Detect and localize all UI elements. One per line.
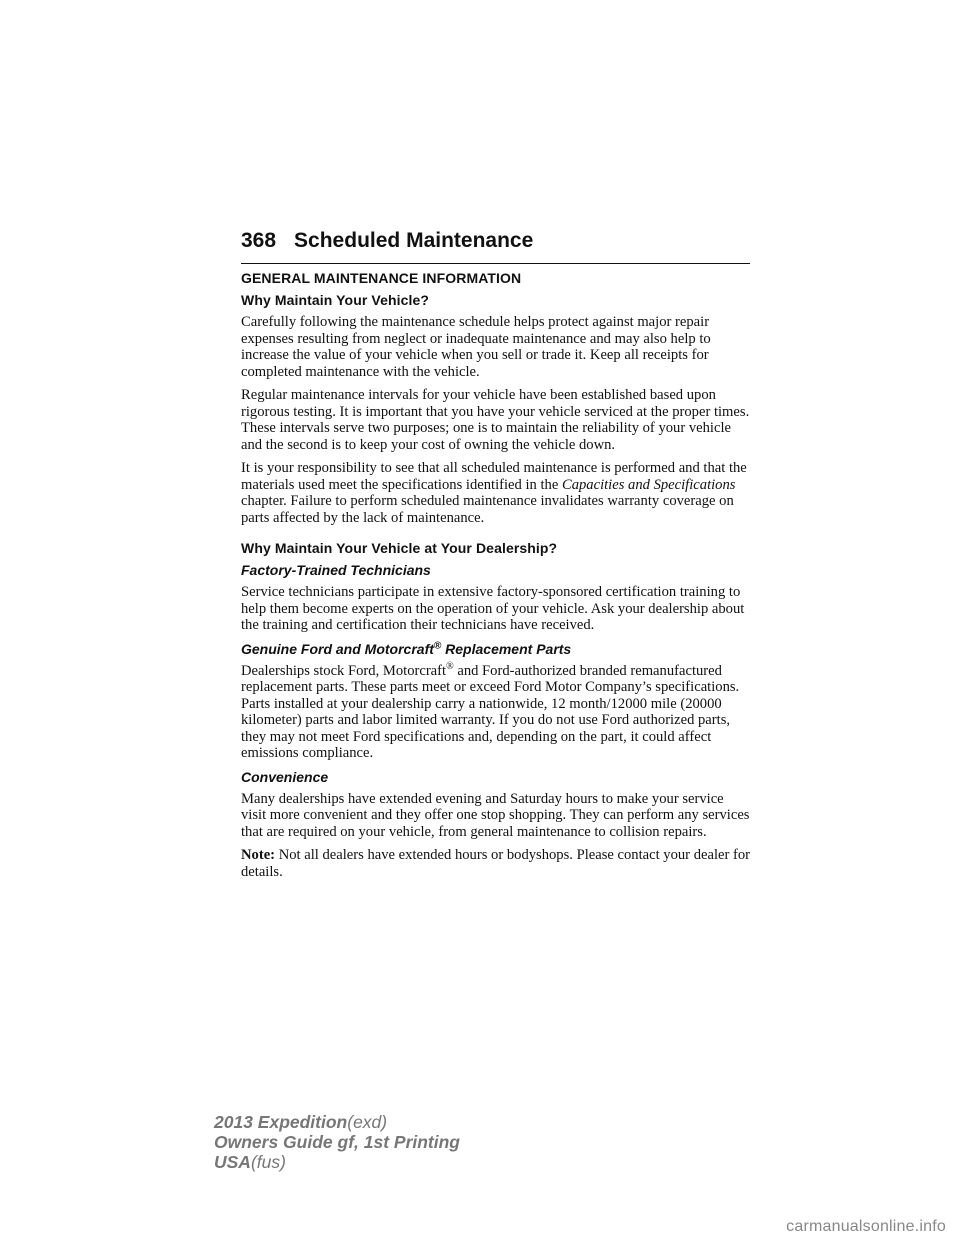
footer-line-2 [214, 1132, 460, 1152]
footer-line-1 [214, 1112, 460, 1132]
why-maintain-paragraph-1: Carefully following the maintenance schedule helps protect against major repair expenses resulting from neglect or inadequate maintenance and may also help to increase the value of your vehicle when you sell or trade it. Keep all receipts for completed maintenance with the vehicle. [241, 314, 711, 380]
parts-heading [241, 641, 750, 657]
page-body [241, 270, 750, 880]
why-maintain-heading: Why Maintain Your Vehicle? [241, 292, 430, 308]
why-dealership-heading: Why Maintain Your Vehicle at Your Dealership? [241, 540, 558, 556]
convenience-paragraph: Many dealerships have extended evening and Saturday hours to make your service visit more convenient and they offer one stop shopping. They can perform any services that are required on your vehicle, from general maintenance to collision repairs. [241, 790, 750, 840]
note-paragraph [241, 847, 750, 880]
footer-market: USA [214, 1152, 251, 1172]
page-header [241, 229, 750, 264]
parts-text-after: and Ford-authorized branded remanufactured replacement parts. These parts meet or exceed Ford Motor Company’s specifications. Parts installed at your dealership carry a nationwide, 12 month/12000 mile (20000 kilometer) parts and labor limited warranty. If you do not use Ford authorized parts, they may not meet Ford specifications and, depending on the part, it could affect emissions compliance. [241, 662, 740, 761]
footer-model-code: (exd) [347, 1112, 388, 1132]
capacities-reference: Capacities and Specifications [561, 476, 736, 493]
convenience-heading: Convenience [241, 768, 329, 785]
chapter-title: Scheduled Maintenance [294, 229, 534, 252]
why-maintain-paragraph-3 [241, 460, 750, 526]
p3-text-before: It is your responsibility to see that all scheduled maintenance is performed and that the materials used meet the specifications identified in the [241, 460, 747, 493]
footer-market-code: (fus) [250, 1152, 286, 1172]
section-title: GENERAL MAINTENANCE INFORMATION [241, 270, 522, 286]
technicians-paragraph: Service technicians participate in extensive factory-sponsored certification training to help them become experts on the operation of your vehicle. Ask your dealership about the training and certification their technicians have received. [241, 584, 745, 633]
print-footer [214, 1112, 460, 1172]
footer-line-3 [214, 1152, 460, 1172]
note-label: Note: [241, 847, 276, 863]
why-maintain-paragraph-2: Regular maintenance intervals for your vehicle have been established based upon rigorous testing. It is important that you have your vehicle serviced at the proper times. These intervals serve two purposes; one is to maintain the reliability of your vehicle and the second is to keep your cost of owning the vehicle down. [241, 387, 750, 453]
registered-mark: ® [433, 639, 442, 651]
manual-page [241, 229, 750, 887]
footer-guide: Owners Guide gf, 1st Printing [214, 1132, 460, 1152]
registered-mark: ® [446, 660, 454, 672]
page-number: 368 [241, 229, 277, 252]
parts-heading-text: Genuine Ford and Motorcraft [241, 640, 434, 657]
footer-model: 2013 Expedition [214, 1112, 348, 1132]
parts-paragraph [241, 660, 750, 762]
watermark: carmanualsonline.info [786, 1218, 946, 1235]
parts-text-before: Dealerships stock Ford, Motorcraft [241, 662, 447, 679]
note-text: Not all dealers have extended hours or bodyshops. Please contact your dealer for details. [241, 847, 750, 880]
technicians-heading: Factory-Trained Technicians [241, 562, 431, 578]
parts-heading-suffix: Replacement Parts [441, 640, 572, 657]
p3-text-after: chapter. Failure to perform scheduled maintenance invalidates warranty coverage on parts affected by the lack of maintenance. [241, 493, 734, 526]
